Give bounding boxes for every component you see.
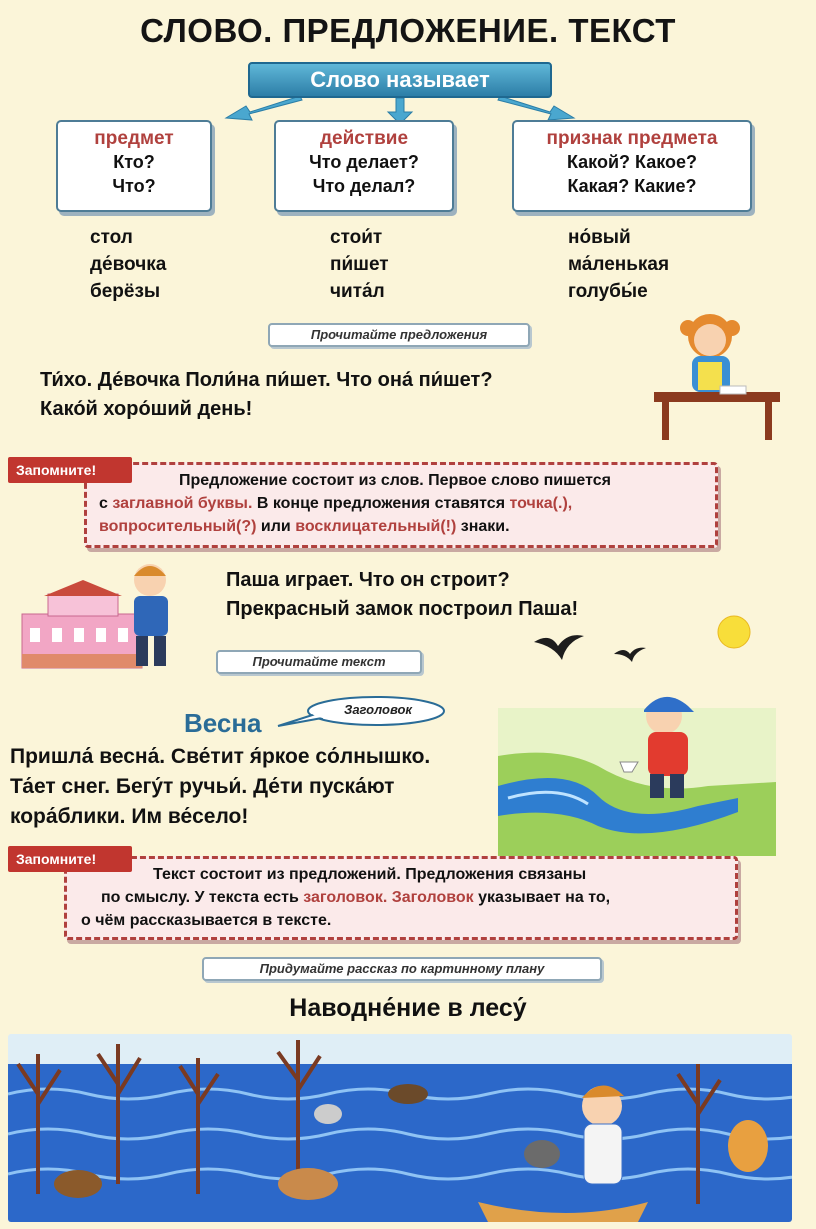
text-line: кора́блики. Им ве́село! <box>10 805 249 828</box>
sentence: Како́й хоро́ший день! <box>40 398 253 420</box>
card-attribute-q2: Какая? Какие? <box>567 176 697 196</box>
card-attribute-head: признак предмета <box>546 128 718 149</box>
text-line: Та́ет снег. Бегу́т ручьи́. Де́ти пуска́ют <box>10 775 395 798</box>
rule-line: Предложение состоит из слов. Первое слово пишется <box>179 472 611 489</box>
word: пи́шет <box>330 254 389 275</box>
read-sentences-pill: Прочитайте предложения <box>268 323 530 347</box>
rule-line <box>99 492 705 515</box>
card-attribute-q1: Какой? Какое? <box>566 152 698 172</box>
sentence: Паша играет. Что он строит? <box>226 569 510 591</box>
word: стол <box>90 227 133 248</box>
page-title: СЛОВО. ПРЕДЛОЖЕНИЕ. ТЕКСТ <box>140 12 676 49</box>
rule-line: Текст состоит из предложений. Предложения связаны <box>153 866 587 883</box>
word: ма́ленькая <box>568 254 670 275</box>
word-list-attributes <box>568 224 669 305</box>
rule-box-text <box>64 856 738 940</box>
sentences-block-1 <box>40 366 493 424</box>
word-list-objects <box>90 224 166 305</box>
rule-highlight: вопросительный(?) <box>99 518 257 535</box>
word: чита́л <box>330 281 385 302</box>
rule-text: знаки. <box>456 518 510 535</box>
rule-text: с <box>99 495 113 512</box>
rule-highlight: точка(.), <box>509 495 573 512</box>
rule-text: или <box>256 518 296 535</box>
word-list-actions <box>330 224 389 305</box>
word: де́вочка <box>90 254 167 275</box>
word: стои́т <box>330 227 383 248</box>
picture-plan-pill: Придумайте рассказ по картинному плану <box>202 957 602 981</box>
card-action-q1: Что делает? <box>309 152 419 172</box>
word-names-banner: Слово называет <box>248 62 552 98</box>
card-action-head: действие <box>319 128 409 149</box>
rule-text: по смыслу. У текста есть <box>101 889 304 906</box>
girl-writing-illustration <box>648 306 784 442</box>
callout-label: Заголовок <box>343 702 413 717</box>
sentences-block-2 <box>226 566 578 624</box>
text-heading-word: Весна <box>184 708 262 738</box>
rule-line <box>99 515 705 538</box>
card-object-head: предмет <box>94 128 174 149</box>
remember-label-2: Запомните! <box>8 846 132 872</box>
card-attribute <box>512 120 752 212</box>
word: но́вый <box>568 227 631 248</box>
rule-highlight: заглавной буквы. <box>112 495 253 512</box>
rule-highlight: восклицательный(!) <box>295 518 457 535</box>
rule-line: о чём рассказывается в тексте. <box>81 912 332 929</box>
boy-castle-illustration <box>18 558 178 674</box>
sun-birds-illustration <box>528 612 758 674</box>
card-object-q2: Что? <box>112 176 156 196</box>
flood-forest-illustration <box>8 1034 792 1222</box>
read-text-pill: Прочитайте текст <box>216 650 422 674</box>
spring-text <box>10 742 430 832</box>
rule-box-sentence <box>84 462 718 548</box>
card-object-q1: Кто? <box>113 152 155 172</box>
card-action <box>274 120 454 212</box>
word: голубы́е <box>568 281 648 302</box>
sentence: Ти́хо. Де́вочка Поли́на пи́шет. Что она́ пи́шет? <box>40 369 493 391</box>
rule-text: указывает на то, <box>473 889 611 906</box>
remember-label-1: Запомните! <box>8 457 132 483</box>
word: берёзы <box>90 281 161 302</box>
rule-highlight: Заголовок <box>391 889 474 906</box>
text-line: Пришла́ весна́. Све́тит я́ркое со́лнышко. <box>10 745 431 768</box>
card-object <box>56 120 212 212</box>
sentence: Прекрасный замок построил Паша! <box>226 598 579 620</box>
boy-stream-illustration <box>498 686 776 856</box>
rule-line <box>81 886 725 909</box>
rule-text: В конце предложения ставятся <box>252 495 510 512</box>
card-action-q2: Что делал? <box>312 176 416 196</box>
rule-highlight: заголовок. <box>303 889 388 906</box>
story-title: Наводне́ние в лесу́ <box>289 994 527 1022</box>
